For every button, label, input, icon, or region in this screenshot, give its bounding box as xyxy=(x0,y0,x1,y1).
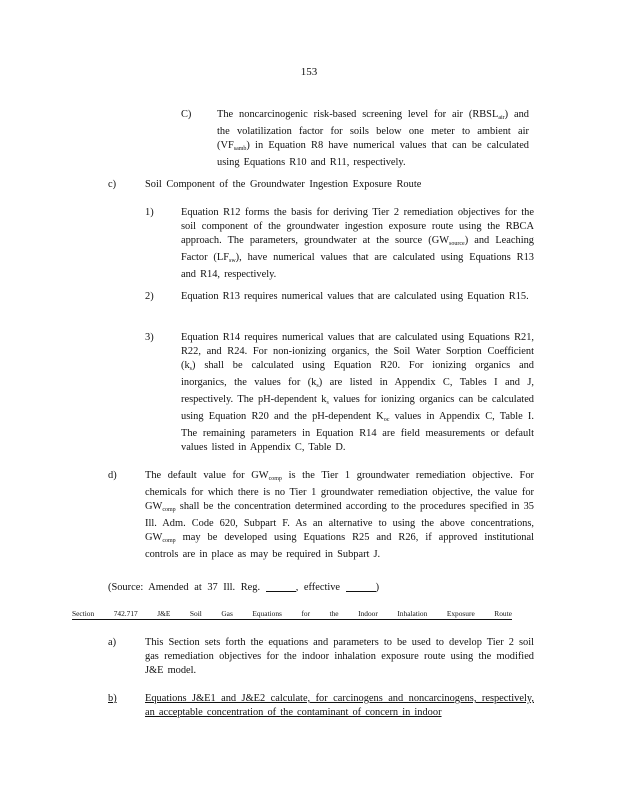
section-heading-word: Section xyxy=(72,609,95,618)
item-d-paragraph: The default value for $GW_{comp}$ is the Tier 1 groundwater remediation objective. For chemicals for which there is no Tier 1 groundwater remediation objective, the value for $GW_{comp}$ shall be the concentration determined according to the procedures specified in 35 Ill. Adm. Code 620, Subpart F. As an alternative to using the above concentrations, $GW_{comp}$ may be developed using Equations R25 and R26, if approved institutional controls are in place as may be required in Subpart J. xyxy=(145,470,534,560)
section-heading-word: Gas xyxy=(221,609,233,618)
item-c1-paragraph: Equation R12 forms the basis for deriving Tier 2 remediation objectives for the soil component of the groundwater ingestion exposure route using the RBCA approach. The parameters, groundwater at the source $(GW_{source})$ and Leaching Factor $(LF_{sw})$, have numerical values that are calculated using Equations R13 and R14, respectively. xyxy=(181,207,534,280)
item-c1-label: 1) xyxy=(145,207,154,218)
section-heading-word: Equations xyxy=(252,609,282,618)
item-c3-label: 3) xyxy=(145,332,154,343)
section-heading-word: the xyxy=(329,609,339,618)
section-heading-word: 742.717 xyxy=(113,609,138,618)
item-d-label: d) xyxy=(108,470,117,481)
item-C-label: C) xyxy=(181,109,192,120)
item-C-paragraph: The noncarcinogenic risk-based screening level for air $(RBSL_{air})$ and the volatilization factor for soils below one meter to ambient air $(VF_{samb})$ in Equation R8 have numerical values that can be calculated using Equations R10 and R11, respectively. xyxy=(217,109,529,168)
item-a-paragraph: This Section sets forth the equations and parameters to be used to develop Tier 2 soil gas remediation objectives for the indoor inhalation exposure route using the modified J&E model. xyxy=(145,637,534,676)
section-heading-word: Soil xyxy=(189,609,202,618)
item-c-heading: Soil Component of the Groundwater Ingestion Exposure Route xyxy=(145,179,422,190)
section-heading-word: Indoor xyxy=(358,609,378,618)
page-number: 153 xyxy=(300,66,318,78)
reg-number-blank xyxy=(266,581,296,592)
section-heading xyxy=(72,609,512,620)
item-c3-paragraph: Equation R14 requires numerical values that are calculated using Equations R21, R22, and R24. For non-ionizing organics, the Soil Water Sorption Coefficient $(k_s)$ shall be calculated using Equation R20. For ionizing organics and inorganics, the values for $(k_s)$ are listed in Appendix C, Tables I and J, respectively. The pH-dependent $k_s$ values for ionizing organics can be calculated using Equation R20 and the pH-dependent $K_{oc}$ values in Appendix C, Table I. The remaining parameters in Equation R14 are field measurements or default values listed in Appendix C, Table D. xyxy=(181,332,535,453)
item-b-paragraph: Equations J&E1 and J&E2 calculate, for carcinogens and noncarcinogens, respectively, an acceptable concentration of the contaminant of concern in indoor xyxy=(145,693,534,718)
section-heading-word: Route xyxy=(494,609,512,618)
section-heading-word: J&E xyxy=(157,609,171,618)
section-heading-word: Exposure xyxy=(446,609,475,618)
section-heading-word: for xyxy=(301,609,311,618)
section-heading-word: Inhalation xyxy=(397,609,428,618)
item-c2-paragraph: Equation R13 requires numerical values that are calculated using Equation R15. xyxy=(181,291,529,302)
source-note: (Source: Amended at 37 Ill. Reg. , effective ) xyxy=(108,582,380,593)
effective-date-blank xyxy=(346,581,376,592)
item-c-label: c) xyxy=(108,179,117,190)
item-a-label: a) xyxy=(108,637,117,648)
item-c2-label: 2) xyxy=(145,291,154,302)
item-b-label: b) xyxy=(108,693,117,704)
